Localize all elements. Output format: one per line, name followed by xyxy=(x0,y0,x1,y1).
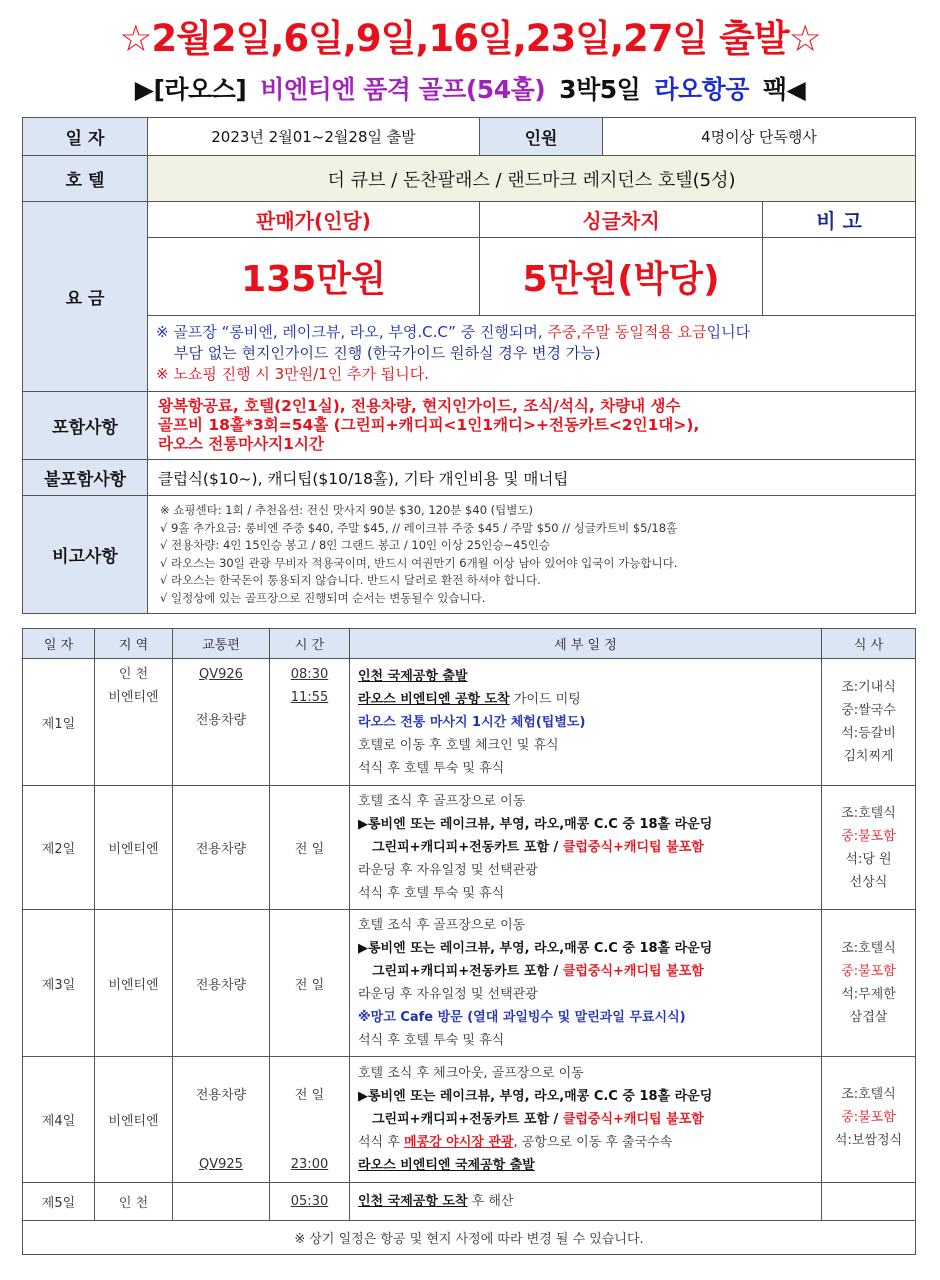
region: 비엔티엔 xyxy=(95,1057,173,1183)
detail-line: 그린피+캐디피+전동카트 포함 / xyxy=(372,1112,563,1127)
excluded-value: 클럽식($10~), 캐디팁($10/18홀), 기타 개인비용 및 매너팁 xyxy=(148,460,916,496)
region: 인 천 xyxy=(95,1183,173,1221)
schedule-row-day3 xyxy=(23,910,916,1057)
col-header-details: 세 부 일 정 xyxy=(350,629,822,659)
detail-line: 메콩강 야시장 관광 xyxy=(403,1135,514,1150)
col-header-time: 시 간 xyxy=(270,629,350,659)
region: 인 천 xyxy=(118,667,149,682)
transport-cell xyxy=(173,659,270,786)
region: 비엔티엔 xyxy=(108,690,159,705)
note-value xyxy=(763,238,916,316)
detail-line: 라오스 비엔티엔 공항 도착 xyxy=(358,691,510,707)
detail-line: 라운딩 후 자유일정 및 선택관광 xyxy=(358,863,538,878)
people-value: 4명이상 단독행사 xyxy=(603,118,916,156)
detail-line: 라오스 전통 마사지 1시간 체험(팁별도) xyxy=(358,714,586,730)
transport-spacer xyxy=(173,686,269,709)
price-header: 판매가(인당) xyxy=(148,202,480,238)
included-line: 왕복항공료, 호텔(2인1실), 전용차량, 현지인가이드, 조식/석식, 차량내 생수 xyxy=(158,397,681,415)
schedule-table xyxy=(22,628,916,1255)
meals-cell xyxy=(822,910,916,1057)
time-cell xyxy=(270,1057,350,1183)
meal: 석:보쌈정식 xyxy=(834,1133,903,1148)
time: 11:55 xyxy=(290,690,329,705)
product-title-duration: 3박5일 xyxy=(559,75,641,104)
product-title-airline: 라오항공 xyxy=(654,75,749,104)
date-value: 2023년 2월01~2월28일 출발 xyxy=(148,118,480,156)
details-cell xyxy=(350,786,822,910)
col-header-day: 일 자 xyxy=(23,629,95,659)
detail-line: ▶롱비엔 또는 레이크뷰, 부영, 라오,매콩 C.C 중 18홀 라운딩 xyxy=(358,941,713,956)
detail-line: 석식 후 호텔 투숙 및 휴식 xyxy=(358,760,505,776)
schedule-row-day2 xyxy=(23,786,916,910)
remark-line: √ 라오스는 30일 관광 무비자 적용국이며, 반드시 여권만기 6개월 이상 남아 있어야 입국이 가능합니다. xyxy=(160,555,678,570)
detail-line: 그린피+캐디피+전동카트 포함 / xyxy=(372,964,563,979)
detail-line: 후 해산 xyxy=(467,1194,514,1209)
included-line: 라오스 전통마사지1시간 xyxy=(158,435,324,453)
remark-line: √ 일정상에 있는 골프장으로 진행되며 순서는 변동될수 있습니다. xyxy=(160,590,486,605)
detail-line: 클럽중식+캐디팁 불포함 xyxy=(562,1112,704,1127)
product-title-name: 비엔티엔 품격 골프(54홀) xyxy=(260,75,546,104)
departure-dates-title: ☆2월2일,6일,9일,16일,23일,27일 출발☆ xyxy=(119,17,821,60)
date-label: 일 자 xyxy=(23,118,148,156)
time: 전 일 xyxy=(294,1088,325,1103)
col-header-transport: 교통편 xyxy=(173,629,270,659)
detail-line: 호텔 조식 후 골프장으로 이동 xyxy=(358,918,526,933)
meal: 석:무제한 xyxy=(841,987,896,1002)
region-cell xyxy=(95,659,173,786)
detail-line: 호텔 조식 후 골프장으로 이동 xyxy=(358,794,526,809)
day-label: 제4일 xyxy=(23,1057,95,1183)
detail-line: ▶롱비엔 또는 레이크뷰, 부영, 라오,매콩 C.C 중 18홀 라운딩 xyxy=(358,817,713,832)
meal: 석:당 원 xyxy=(845,851,892,867)
day-label: 제1일 xyxy=(23,659,95,786)
transport-cell xyxy=(173,1057,270,1183)
time: 전 일 xyxy=(270,786,350,910)
excluded-label: 불포함사항 xyxy=(23,460,148,496)
time: 23:00 xyxy=(290,1157,329,1172)
fee-note-1b: 주중,주말 동일적용 요금 xyxy=(547,323,707,341)
info-table xyxy=(22,117,916,614)
detail-line: 호텔로 이동 후 호텔 체크인 및 휴식 xyxy=(358,737,559,753)
time: 05:30 xyxy=(270,1183,350,1221)
details-cell xyxy=(350,910,822,1057)
fee-label: 요 금 xyxy=(23,202,148,392)
details-cell xyxy=(350,1057,822,1183)
detail-line: , 공항으로 이동 후 출국수속 xyxy=(513,1135,673,1150)
included-label: 포함사항 xyxy=(23,392,148,460)
detail-line: 그린피+캐디피+전동카트 포함 / xyxy=(372,840,563,855)
transport: 전용차량 xyxy=(173,786,270,910)
detail-line: 인천 국제공항 도착 xyxy=(358,1194,468,1209)
included-list xyxy=(148,392,916,460)
meal: 김치찌게 xyxy=(843,749,894,764)
detail-line: 라오스 비엔티엔 국제공항 출발 xyxy=(358,1158,535,1173)
transport: 전용차량 xyxy=(195,1088,247,1103)
detail-line: 가이드 미팅 xyxy=(509,691,581,707)
fee-note-2: 부담 없는 현지인가이드 진행 (한국가이드 원하실 경우 변경 가능) xyxy=(174,344,601,362)
detail-line: ※망고 Cafe 방문 (열대 과일빙수 및 말린과일 무료시식) xyxy=(358,1010,686,1025)
time-cell xyxy=(270,659,350,786)
detail-line: 인천 국제공항 출발 xyxy=(358,668,468,684)
meal: 석:등갈비 xyxy=(841,726,896,741)
detail-line: 석식 후 호텔 투숙 및 휴식 xyxy=(358,886,505,901)
detail-line: 클럽중식+캐디팁 불포함 xyxy=(562,840,704,855)
schedule-row-day5 xyxy=(23,1183,916,1221)
flight-number: QV925 xyxy=(199,1157,243,1172)
transport-empty xyxy=(173,1183,270,1221)
detail-line: 석식 후 호텔 투숙 및 휴식 xyxy=(358,1033,505,1048)
included-line: 골프비 18홀*3회=54홀 (그린피+캐디피<1인1캐디>+전동카트<2인1대>), xyxy=(158,416,700,434)
day-label: 제2일 xyxy=(23,786,95,910)
details-cell xyxy=(350,1183,822,1221)
day-label: 제5일 xyxy=(23,1183,95,1221)
single-charge-header: 싱글차지 xyxy=(480,202,763,238)
note-header: 비 고 xyxy=(763,202,916,238)
product-title xyxy=(0,70,940,106)
time: 전 일 xyxy=(270,910,350,1057)
meal: 선상식 xyxy=(849,874,888,890)
meal: 중:불포함 xyxy=(841,1110,896,1125)
detail-line: 석식 후 xyxy=(358,1135,404,1150)
meal: 조:호텔식 xyxy=(841,941,896,956)
fee-note-1a: ※ 골프장 “롱비엔, 레이크뷰, 라오, 부영.C.C” 중 진행되며, xyxy=(156,323,548,341)
remark-line: √ 라오스는 한국돈이 통용되지 않습니다. 반드시 달러로 환전 하셔야 합니다. xyxy=(160,573,541,587)
schedule-footnote: ※ 상기 일정은 항공 및 현지 사정에 따라 변경 될 수 있습니다. xyxy=(23,1221,916,1255)
schedule-row-day1 xyxy=(23,659,916,786)
meals-empty xyxy=(822,1183,916,1221)
detail-line: 호텔 조식 후 체크아웃, 골프장으로 이동 xyxy=(358,1066,584,1081)
detail-line: ▶롱비엔 또는 레이크뷰, 부영, 라오,매콩 C.C 중 18홀 라운딩 xyxy=(358,1089,713,1104)
remarks-label: 비고사항 xyxy=(23,496,148,614)
meal: 조:호텔식 xyxy=(841,1087,896,1102)
detail-line: 클럽중식+캐디팁 불포함 xyxy=(562,964,704,979)
meals-cell xyxy=(822,786,916,910)
fee-note-1c: 입니다 xyxy=(706,323,751,341)
people-label: 인원 xyxy=(480,118,603,156)
meal: 중:불포함 xyxy=(841,964,896,979)
transport: 전용차량 xyxy=(173,910,270,1057)
meal: 중:쌀국수 xyxy=(841,703,896,718)
day-label: 제3일 xyxy=(23,910,95,1057)
flight-number: QV926 xyxy=(199,667,243,682)
meal: 조:호텔식 xyxy=(841,805,896,821)
meals-cell xyxy=(822,659,916,786)
price-value: 135만원 xyxy=(148,238,480,316)
meal: 조:기내식 xyxy=(841,680,896,695)
remarks-list xyxy=(148,496,916,614)
product-title-close: 팩◀ xyxy=(762,75,806,104)
remark-line: √ 9홀 추가요금: 롱비엔 주중 $40, 주말 $45, // 레이크뷰 주중 $45 / 주말 $50 // 싱글카트비 $5/18홀 xyxy=(160,520,678,535)
meal: 삼겹살 xyxy=(849,1010,888,1025)
region: 비엔티엔 xyxy=(95,786,173,910)
detail-line: 라운딩 후 자유일정 및 선택관광 xyxy=(358,987,538,1002)
remark-line: √ 전용차량: 4인 15인승 봉고 / 8인 그랜드 봉고 / 10인 이상 25인승~45인승 xyxy=(160,538,551,552)
hotel-label: 호 텔 xyxy=(23,156,148,202)
col-header-region: 지 역 xyxy=(95,629,173,659)
remark-line: ※ 쇼핑센타: 1회 / 추천옵션: 전신 맛사지 90분 $30, 120분 $40 (팁별도) xyxy=(160,503,533,517)
fee-note-3: ※ 노쇼핑 진행 시 3만원/1인 추가 됩니다. xyxy=(156,365,429,383)
schedule-row-day4 xyxy=(23,1057,916,1183)
meal: 중:불포함 xyxy=(841,828,896,844)
product-title-open: ▶[라오스] xyxy=(134,75,247,104)
hotel-value: 더 큐브 / 돈찬팔래스 / 랜드마크 레지던스 호텔(5성) xyxy=(148,156,916,202)
meals-cell xyxy=(822,1057,916,1183)
time: 08:30 xyxy=(290,667,329,682)
transport: 전용차량 xyxy=(195,713,247,728)
details-cell xyxy=(350,659,822,786)
fee-notes xyxy=(148,316,916,392)
region: 비엔티엔 xyxy=(95,910,173,1057)
col-header-meals: 식 사 xyxy=(822,629,916,659)
single-charge-value: 5만원(박당) xyxy=(480,238,763,316)
